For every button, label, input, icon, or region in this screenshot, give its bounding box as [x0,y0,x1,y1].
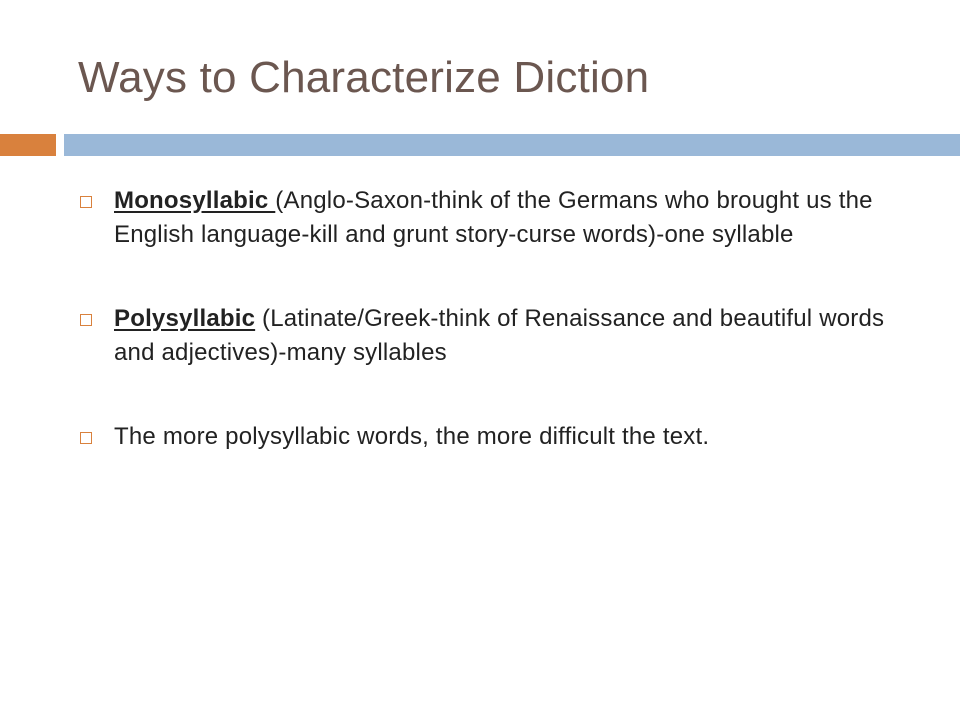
bullet-term: Polysyllabic [114,305,256,332]
bullet-monosyllabic [80,184,930,252]
slide-title: Ways to Characterize Diction [78,53,650,102]
bullet-polysyllabic [80,302,930,370]
bullet-difficulty [80,420,930,454]
bullet-term: Monosyllabic [114,187,276,214]
hollow-square-icon [80,314,92,326]
title-accent-bar [0,134,56,156]
bullet-text: (Latinate/Greek-think of Renaissance and beautiful words and adjectives)-many syllables [114,305,885,366]
hollow-square-icon [80,196,92,208]
bullet-text: The more polysyllabic words, the more difficult the text. [114,423,710,450]
hollow-square-icon [80,432,92,444]
title-divider-bar [64,134,960,156]
bullet-text: (Anglo-Saxon-think of the Germans who brought us the English language-kill and grunt story-curse words)-one syllable [114,187,873,248]
bullet-list [80,184,930,454]
